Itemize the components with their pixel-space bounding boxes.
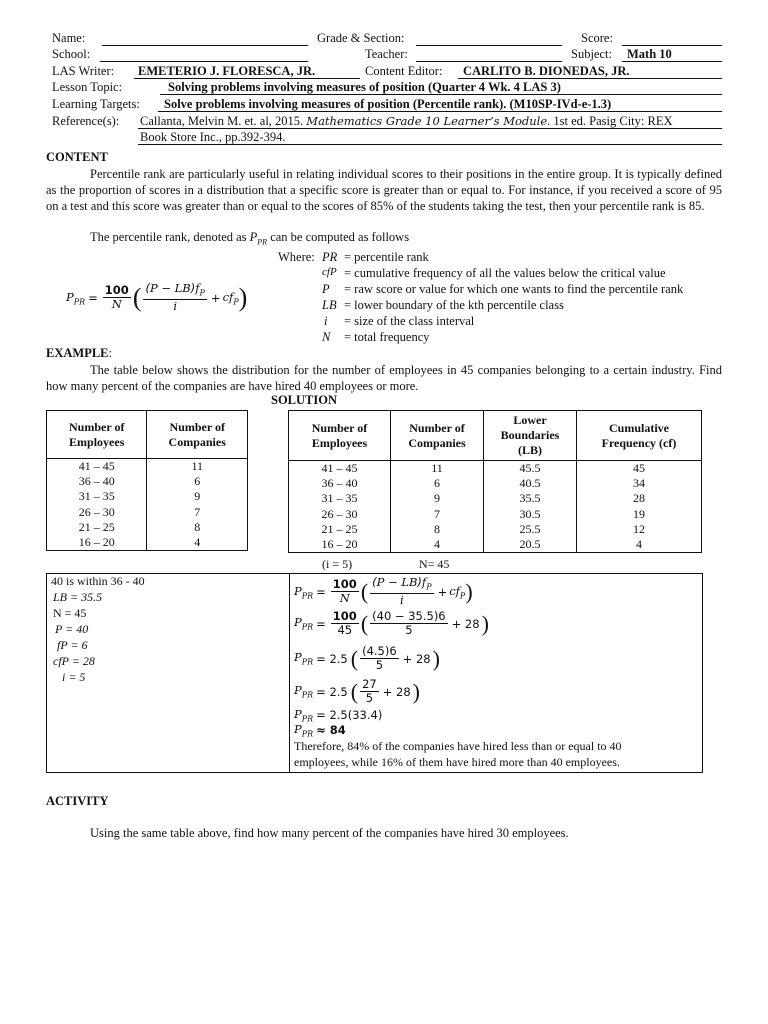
reference-underline-2 bbox=[138, 144, 722, 145]
solution-step-4: $P_{PR}$ = 2.5 ( $\frac{27}{5}$ + 28 ) bbox=[294, 677, 420, 705]
topic-underline bbox=[160, 94, 722, 95]
table1-cell: 7 bbox=[147, 505, 248, 520]
teacher-field[interactable] bbox=[416, 61, 562, 62]
table1-cell: 16 – 20 bbox=[47, 535, 147, 551]
given-n: N = 45 bbox=[53, 606, 87, 620]
table2-cell: 8 bbox=[391, 522, 484, 537]
table1-cell: 36 – 40 bbox=[47, 474, 147, 489]
table2-cell: 26 – 30 bbox=[289, 507, 391, 522]
table1-cell: 21 – 25 bbox=[47, 520, 147, 535]
solution-step-2: $P_{PR}$ = $\frac{100}{45}$ ( $\frac{(40 - 35.5)6}{5}$ + 28 ) bbox=[294, 609, 489, 637]
def-sym-n: N bbox=[322, 330, 331, 344]
def-sym-i: i bbox=[324, 314, 328, 328]
given-cfp: cfP = 28 bbox=[53, 654, 95, 668]
table-row bbox=[47, 505, 248, 520]
score-label: Score: bbox=[581, 31, 613, 45]
def-text-i: = size of the class interval bbox=[344, 314, 475, 328]
table-row bbox=[289, 507, 702, 522]
table1-cell: 4 bbox=[147, 535, 248, 551]
table2-cell: 21 – 25 bbox=[289, 522, 391, 537]
def-text-p: = raw score or value for which one wants to find the percentile rank bbox=[344, 282, 684, 296]
table-row bbox=[289, 537, 702, 553]
topic-label: Lesson Topic: bbox=[52, 80, 123, 94]
table2-cell: 40.5 bbox=[484, 476, 577, 491]
solution-step-1: $P_{PR}$ = $\frac{100}{N}$ ( $\frac{(P - LB)f_P}{i}$ + $cf_P$ ) bbox=[294, 575, 473, 608]
score-field[interactable] bbox=[622, 45, 722, 46]
table2-cell: 16 – 20 bbox=[289, 537, 391, 553]
table-row bbox=[47, 520, 248, 535]
given-class: 40 is within 36 - 40 bbox=[51, 574, 145, 588]
table1-cell: 8 bbox=[147, 520, 248, 535]
table2-cell: 25.5 bbox=[484, 522, 577, 537]
example-text: The table below shows the distribution for the number of employees in 45 companies belonging to a certain industry. Find how many percent of the companies are have hired 40 employees or more. bbox=[46, 363, 722, 393]
table2-header-lower-boundaries: Lower Boundaries (LB) bbox=[484, 411, 577, 461]
table1-header-employees: Number of Employees bbox=[47, 411, 147, 459]
table2-cell: 34 bbox=[577, 476, 702, 491]
table-row bbox=[289, 522, 702, 537]
table2-cell: 31 – 35 bbox=[289, 491, 391, 506]
given-p: P = 40 bbox=[55, 622, 89, 636]
total-frequency-note: N= 45 bbox=[419, 557, 450, 571]
name-field[interactable] bbox=[102, 45, 308, 46]
name-label: Name: bbox=[52, 31, 86, 45]
table2-cell: 28 bbox=[577, 491, 702, 506]
def-sym-pr: PR bbox=[322, 250, 338, 264]
table1-cell: 41 – 45 bbox=[47, 459, 147, 475]
table2-cell: 7 bbox=[391, 507, 484, 522]
solution-step-3: $P_{PR}$ = 2.5 ( $\frac{(4.5)6}{5}$ + 28 ) bbox=[294, 644, 440, 672]
content-heading: CONTENT bbox=[46, 150, 108, 164]
class-interval-note: (i = 5) bbox=[322, 557, 353, 571]
writer-label: LAS Writer: bbox=[52, 64, 115, 78]
def-text-lb: = lower boundary of the kth percentile class bbox=[344, 298, 564, 312]
editor-label: Content Editor: bbox=[365, 64, 443, 78]
solution-divider bbox=[289, 573, 290, 772]
editor-underline bbox=[458, 78, 722, 79]
table-row bbox=[47, 474, 248, 489]
table2-cell: 12 bbox=[577, 522, 702, 537]
table-row bbox=[289, 491, 702, 506]
table2-cell: 4 bbox=[391, 537, 484, 553]
distribution-table bbox=[46, 410, 248, 551]
formula-intro: The percentile rank, denoted as $P_{PR}$ can be computed as follows bbox=[90, 230, 410, 247]
table2-cell: 19 bbox=[577, 507, 702, 522]
grade-section-label: Grade & Section: bbox=[317, 31, 405, 45]
targets-value: Solve problems involving measures of position (Percentile rank). (M10SP-IVd-e-1.3) bbox=[164, 97, 612, 111]
reference-underline-1 bbox=[138, 128, 722, 129]
table2-header-cumulative-frequency: Cumulative Frequency (cf) bbox=[577, 411, 702, 461]
editor-value: CARLITO B. DIONEDAS, JR. bbox=[463, 64, 630, 78]
step-6-value: ≈ 84 bbox=[316, 723, 346, 738]
subject-label: Subject: bbox=[571, 47, 612, 61]
solution-table bbox=[288, 410, 702, 553]
table2-cell: 6 bbox=[391, 476, 484, 491]
table1-cell: 26 – 30 bbox=[47, 505, 147, 520]
example-heading: EXAMPLE: bbox=[46, 346, 112, 360]
topic-value: Solving problems involving measures of position (Quarter 4 Wk. 4 LAS 3) bbox=[168, 80, 561, 94]
grade-section-field[interactable] bbox=[416, 45, 562, 46]
table2-header-employees: Number of Employees bbox=[289, 411, 391, 461]
table2-cell: 11 bbox=[391, 461, 484, 477]
table-row bbox=[289, 461, 702, 477]
targets-label: Learning Targets: bbox=[52, 97, 140, 111]
writer-underline bbox=[134, 78, 360, 79]
table2-header-companies: Number of Companies bbox=[391, 411, 484, 461]
given-fp: fP = 6 bbox=[57, 638, 88, 652]
teacher-label: Teacher: bbox=[365, 47, 408, 61]
activity-heading: ACTIVITY bbox=[46, 794, 109, 808]
table-row bbox=[47, 535, 248, 551]
step-5-value: = 2.5(33.4) bbox=[316, 708, 383, 723]
conclusion-line-1: Therefore, 84% of the companies have hired less than or equal to 40 bbox=[294, 739, 622, 753]
where-label: Where: bbox=[278, 250, 315, 264]
given-lb: LB = 35.5 bbox=[53, 590, 103, 604]
reference-label: Reference(s): bbox=[52, 114, 120, 128]
def-text-pr: = percentile rank bbox=[344, 250, 429, 264]
table2-cell: 9 bbox=[391, 491, 484, 506]
school-label: School: bbox=[52, 47, 91, 61]
table1-cell: 31 – 35 bbox=[47, 489, 147, 504]
def-text-n: = total frequency bbox=[344, 330, 430, 344]
table1-cell: 9 bbox=[147, 489, 248, 504]
table2-cell: 30.5 bbox=[484, 507, 577, 522]
subject-underline bbox=[622, 61, 722, 62]
reference-line2: Book Store Inc., pp.392-394. bbox=[140, 130, 286, 144]
table2-cell: 20.5 bbox=[484, 537, 577, 553]
targets-underline bbox=[158, 111, 722, 112]
solution-step-6: $P_{PR}$ ≈ 84 bbox=[294, 722, 346, 739]
table-row bbox=[47, 489, 248, 504]
content-paragraph: Percentile rank are particularly useful in relating individual scores to their positions in the entire group. It is typically defined as the proportion of scores in a distribution that a specific score is greater than or equal to. For instance, if you received a score of 95 on a test and this score was greater than or equal to the scores of 85% of the students taking the test, then your percentile rank is 85. bbox=[46, 167, 722, 213]
table-row bbox=[47, 459, 248, 475]
table2-cell: 41 – 45 bbox=[289, 461, 391, 477]
solution-step-5: $P_{PR}$ = 2.5(33.4) bbox=[294, 707, 383, 724]
subject-value: Math 10 bbox=[627, 47, 672, 61]
table1-header-companies: Number of Companies bbox=[147, 411, 248, 459]
table2-cell: 4 bbox=[577, 537, 702, 553]
solution-heading: SOLUTION bbox=[271, 393, 337, 407]
def-sym-cfp: cfP bbox=[322, 266, 337, 278]
table2-cell: 36 – 40 bbox=[289, 476, 391, 491]
school-field[interactable] bbox=[100, 61, 308, 62]
activity-text: Using the same table above, find how many percent of the companies have hired 30 employees. bbox=[90, 826, 569, 840]
percentile-rank-formula: $P_{PR}$ = $\frac{100}{N}$ ( $\frac{(P - LB)f_P}{i}$ + $cf_P$ ) bbox=[66, 281, 248, 314]
def-text-cfp: = cumulative frequency of all the values below the critical value bbox=[344, 266, 666, 280]
def-sym-lb: LB bbox=[322, 298, 337, 312]
reference-text: Callanta, Melvin M. et. al, 2015. Mathematics Grade 10 Learner’s Module. 1st ed. Pasig City: REX bbox=[140, 114, 673, 128]
table1-cell: 6 bbox=[147, 474, 248, 489]
def-sym-p: P bbox=[322, 282, 330, 296]
table2-cell: 35.5 bbox=[484, 491, 577, 506]
table2-cell: 45.5 bbox=[484, 461, 577, 477]
given-i: i = 5 bbox=[62, 670, 86, 684]
table1-cell: 11 bbox=[147, 459, 248, 475]
table-row bbox=[289, 476, 702, 491]
conclusion-line-2: employees, while 16% of them have hired more than 40 employees. bbox=[294, 755, 620, 769]
table2-cell: 45 bbox=[577, 461, 702, 477]
writer-value: EMETERIO J. FLORESCA, JR. bbox=[138, 64, 316, 78]
